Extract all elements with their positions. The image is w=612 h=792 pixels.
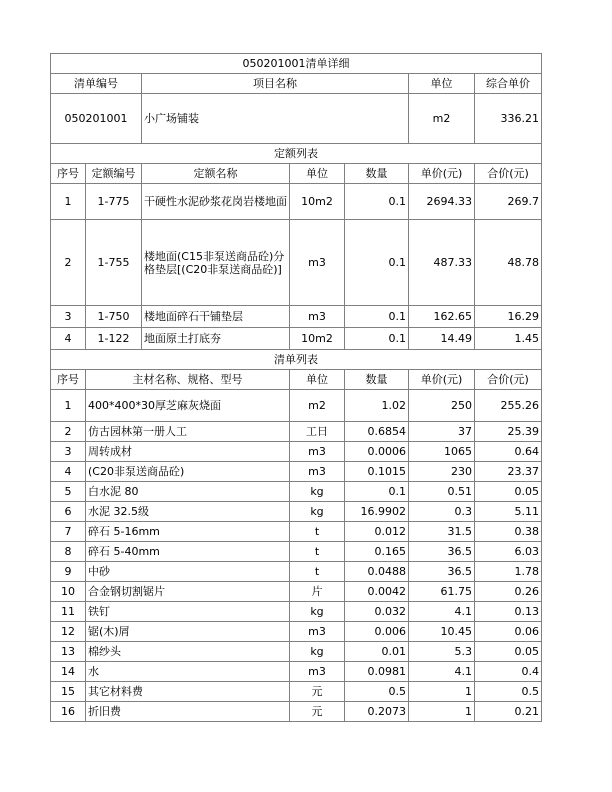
quota-price: 487.33 [409, 220, 475, 306]
material-seq: 1 [51, 390, 86, 422]
quota-code: 1-750 [86, 306, 142, 328]
material-unit: m3 [290, 442, 345, 462]
material-row [51, 442, 542, 462]
bill-header-row [51, 74, 542, 94]
quota-price: 2694.33 [409, 184, 475, 220]
material-row [51, 390, 542, 422]
material-price: 0.51 [409, 482, 475, 502]
material-seq: 12 [51, 622, 86, 642]
material-seq: 16 [51, 702, 86, 722]
material-price: 5.3 [409, 642, 475, 662]
quota-total: 16.29 [475, 306, 542, 328]
material-qty: 0.165 [345, 542, 409, 562]
material-qty: 0.0981 [345, 662, 409, 682]
bill-price: 336.21 [475, 94, 542, 144]
material-qty: 0.6854 [345, 422, 409, 442]
material-price: 10.45 [409, 622, 475, 642]
quota-total: 1.45 [475, 328, 542, 350]
title-row [51, 54, 542, 74]
quota-code: 1-755 [86, 220, 142, 306]
material-price: 36.5 [409, 562, 475, 582]
material-seq: 3 [51, 442, 86, 462]
quota-name: 楼地面(C15非泵送商品砼)分格垫层[(C20非泵送商品砼)] [142, 220, 290, 306]
material-unit: kg [290, 642, 345, 662]
material-row [51, 482, 542, 502]
material-seq-header: 序号 [51, 370, 86, 390]
material-price: 1 [409, 682, 475, 702]
material-seq: 11 [51, 602, 86, 622]
material-name: 碎石 5-16mm [86, 522, 290, 542]
material-row [51, 642, 542, 662]
material-name: 碎石 5-40mm [86, 542, 290, 562]
material-unit: 元 [290, 682, 345, 702]
material-qty: 0.0006 [345, 442, 409, 462]
quota-seq: 2 [51, 220, 86, 306]
material-seq: 9 [51, 562, 86, 582]
material-price: 1065 [409, 442, 475, 462]
quota-row [51, 328, 542, 350]
quota-unit: m3 [290, 220, 345, 306]
quota-row [51, 306, 542, 328]
bill-price-header: 综合单价 [475, 74, 542, 94]
material-seq: 14 [51, 662, 86, 682]
material-seq: 10 [51, 582, 86, 602]
material-name: 棉纱头 [86, 642, 290, 662]
quota-qty: 0.1 [345, 220, 409, 306]
material-qty: 1.02 [345, 390, 409, 422]
material-row [51, 502, 542, 522]
material-total: 0.38 [475, 522, 542, 542]
quota-unit: m3 [290, 306, 345, 328]
material-section-title: 清单列表 [51, 350, 542, 370]
material-seq: 4 [51, 462, 86, 482]
material-seq: 15 [51, 682, 86, 702]
material-qty: 0.1 [345, 482, 409, 502]
quota-header-row [51, 164, 542, 184]
material-row [51, 462, 542, 482]
material-price: 37 [409, 422, 475, 442]
material-section-row [51, 350, 542, 370]
quota-qty: 0.1 [345, 328, 409, 350]
material-price: 250 [409, 390, 475, 422]
bill-unit: m2 [409, 94, 475, 144]
material-seq: 6 [51, 502, 86, 522]
table-title: 050201001清单详细 [51, 54, 542, 74]
quota-seq: 4 [51, 328, 86, 350]
quota-name: 楼地面碎石干铺垫层 [142, 306, 290, 328]
material-price: 4.1 [409, 602, 475, 622]
material-row [51, 562, 542, 582]
material-price: 31.5 [409, 522, 475, 542]
material-qty: 0.0042 [345, 582, 409, 602]
material-unit-header: 单位 [290, 370, 345, 390]
material-unit: 工日 [290, 422, 345, 442]
material-seq: 5 [51, 482, 86, 502]
material-unit: m2 [290, 390, 345, 422]
material-total: 6.03 [475, 542, 542, 562]
material-name-header: 主材名称、规格、型号 [86, 370, 290, 390]
material-name: 水 [86, 662, 290, 682]
material-total: 25.39 [475, 422, 542, 442]
quota-total-header: 合价(元) [475, 164, 542, 184]
material-unit: t [290, 542, 345, 562]
material-unit: 片 [290, 582, 345, 602]
material-name: 仿古园林第一册人工 [86, 422, 290, 442]
material-total: 0.13 [475, 602, 542, 622]
material-name: 水泥 32.5级 [86, 502, 290, 522]
material-unit: 元 [290, 702, 345, 722]
quota-row [51, 220, 542, 306]
material-name: 合金钢切割锯片 [86, 582, 290, 602]
material-total: 0.21 [475, 702, 542, 722]
quota-section-row [51, 144, 542, 164]
material-row [51, 422, 542, 442]
quota-name: 干硬性水泥砂浆花岗岩楼地面 [142, 184, 290, 220]
material-price: 230 [409, 462, 475, 482]
material-price: 4.1 [409, 662, 475, 682]
bill-name-header: 项目名称 [142, 74, 409, 94]
quota-seq: 3 [51, 306, 86, 328]
material-price: 36.5 [409, 542, 475, 562]
material-seq: 8 [51, 542, 86, 562]
quota-seq: 1 [51, 184, 86, 220]
bill-code-header: 清单编号 [51, 74, 142, 94]
material-unit: m3 [290, 462, 345, 482]
material-seq: 2 [51, 422, 86, 442]
material-total: 0.64 [475, 442, 542, 462]
material-qty: 0.032 [345, 602, 409, 622]
material-header-row [51, 370, 542, 390]
quota-qty: 0.1 [345, 306, 409, 328]
quota-code: 1-775 [86, 184, 142, 220]
material-unit: t [290, 562, 345, 582]
bill-code: 050201001 [51, 94, 142, 144]
material-name: 铁钉 [86, 602, 290, 622]
material-row [51, 662, 542, 682]
material-row [51, 542, 542, 562]
material-name: 折旧费 [86, 702, 290, 722]
material-row [51, 622, 542, 642]
material-row [51, 702, 542, 722]
material-name: 周转成材 [86, 442, 290, 462]
material-name: (C20非泵送商品砼) [86, 462, 290, 482]
material-total: 255.26 [475, 390, 542, 422]
quota-section-title: 定额列表 [51, 144, 542, 164]
material-total: 0.26 [475, 582, 542, 602]
material-name: 400*400*30厚芝麻灰烧面 [86, 390, 290, 422]
bill-name: 小广场铺装 [142, 94, 409, 144]
quota-code: 1-122 [86, 328, 142, 350]
material-qty: 0.5 [345, 682, 409, 702]
material-unit: m3 [290, 622, 345, 642]
material-seq: 7 [51, 522, 86, 542]
material-price: 0.3 [409, 502, 475, 522]
material-unit: kg [290, 502, 345, 522]
material-name: 中砂 [86, 562, 290, 582]
material-total: 23.37 [475, 462, 542, 482]
quota-unit: 10m2 [290, 184, 345, 220]
quota-qty-header: 数量 [345, 164, 409, 184]
material-unit: kg [290, 602, 345, 622]
quota-price: 162.65 [409, 306, 475, 328]
quota-total: 269.7 [475, 184, 542, 220]
material-name: 锯(木)屑 [86, 622, 290, 642]
quota-price: 14.49 [409, 328, 475, 350]
material-qty-header: 数量 [345, 370, 409, 390]
material-price: 1 [409, 702, 475, 722]
quota-row [51, 184, 542, 220]
quota-name: 地面原土打底夯 [142, 328, 290, 350]
quota-price-header: 单价(元) [409, 164, 475, 184]
material-total: 0.06 [475, 622, 542, 642]
material-price: 61.75 [409, 582, 475, 602]
material-qty: 0.012 [345, 522, 409, 542]
quota-unit: 10m2 [290, 328, 345, 350]
material-qty: 16.9902 [345, 502, 409, 522]
material-qty: 0.006 [345, 622, 409, 642]
material-unit: kg [290, 482, 345, 502]
material-total: 5.11 [475, 502, 542, 522]
bill-row [51, 94, 542, 144]
material-seq: 13 [51, 642, 86, 662]
quota-code-header: 定额编号 [86, 164, 142, 184]
material-qty: 0.01 [345, 642, 409, 662]
quota-name-header: 定额名称 [142, 164, 290, 184]
material-qty: 0.1015 [345, 462, 409, 482]
material-qty: 0.2073 [345, 702, 409, 722]
quota-qty: 0.1 [345, 184, 409, 220]
material-price-header: 单价(元) [409, 370, 475, 390]
material-total: 1.78 [475, 562, 542, 582]
material-total-header: 合价(元) [475, 370, 542, 390]
material-row [51, 522, 542, 542]
bill-unit-header: 单位 [409, 74, 475, 94]
material-name: 其它材料费 [86, 682, 290, 702]
bill-detail-table [50, 53, 542, 722]
material-unit: m3 [290, 662, 345, 682]
quota-seq-header: 序号 [51, 164, 86, 184]
material-total: 0.05 [475, 482, 542, 502]
material-unit: t [290, 522, 345, 542]
material-name: 白水泥 80 [86, 482, 290, 502]
material-row [51, 582, 542, 602]
material-row [51, 682, 542, 702]
material-row [51, 602, 542, 622]
material-total: 0.05 [475, 642, 542, 662]
quota-total: 48.78 [475, 220, 542, 306]
material-total: 0.4 [475, 662, 542, 682]
quota-unit-header: 单位 [290, 164, 345, 184]
material-total: 0.5 [475, 682, 542, 702]
material-qty: 0.0488 [345, 562, 409, 582]
